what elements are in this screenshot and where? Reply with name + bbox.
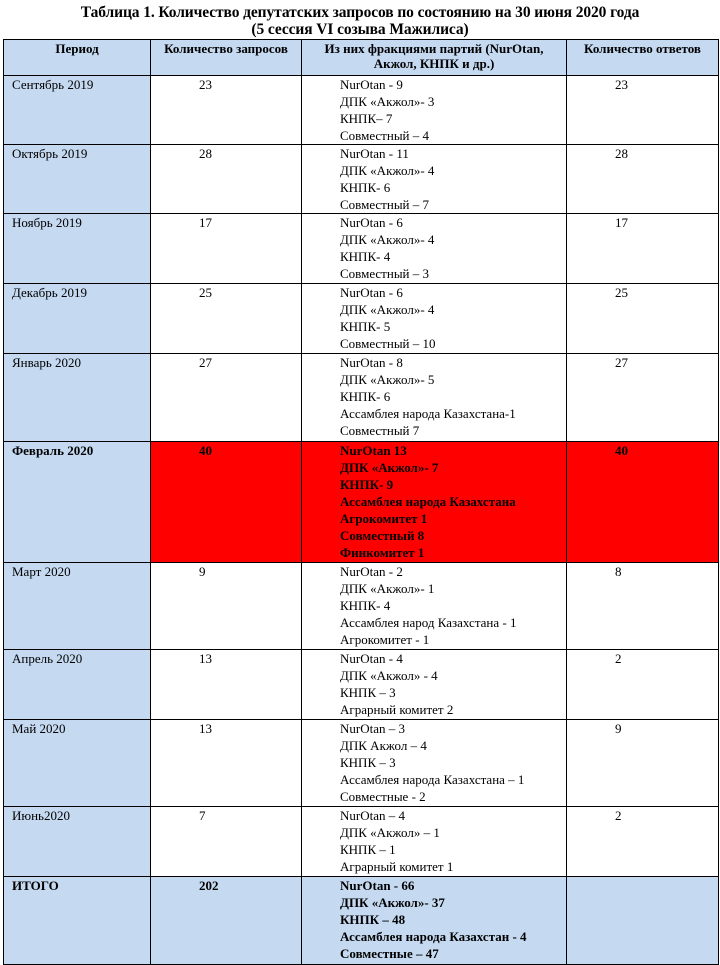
faction-line: NurOtan - 6	[340, 285, 403, 300]
faction-line: Ассамблея народа Казахстана	[340, 494, 516, 509]
faction-line: NurOtan - 2	[340, 564, 403, 579]
faction-line: Совместный 8	[340, 528, 425, 543]
faction-line: Ассамблея народа Казахстана – 1	[340, 772, 525, 787]
answers-cell: 23	[567, 76, 719, 145]
factions-cell	[302, 145, 567, 214]
period-cell: Июнь2020	[4, 807, 151, 877]
faction-line: КНПК – 1	[340, 842, 396, 857]
column-header-period: Период	[4, 40, 151, 76]
factions-cell	[302, 563, 567, 650]
faction-line: Ассамблея народа Казахстан - 4	[340, 929, 527, 944]
faction-line: КНПК- 4	[340, 598, 391, 613]
period-cell: Март 2020	[4, 563, 151, 650]
factions-cell	[302, 442, 567, 563]
answers-cell: 28	[567, 145, 719, 214]
factions-cell	[302, 720, 567, 807]
table-row-total	[4, 877, 719, 965]
table-row	[4, 807, 719, 877]
faction-line: Совместные - 2	[340, 789, 426, 804]
requests-cell: 9	[151, 563, 302, 650]
faction-line: ДПК «Акжол»- 37	[340, 895, 445, 910]
faction-line: ДПК «Акжол» – 1	[340, 825, 440, 840]
column-header-answers: Количество ответов	[567, 40, 719, 76]
requests-table	[3, 39, 719, 965]
faction-line: КНПК– 7	[340, 111, 393, 126]
factions-cell	[302, 76, 567, 145]
answers-cell: 27	[567, 354, 719, 442]
faction-line: NurOtan - 8	[340, 355, 403, 370]
faction-line: Совместные – 47	[340, 946, 439, 961]
faction-line: Ассамблея народ Казахстана - 1	[340, 615, 517, 630]
faction-line: NurOtan – 3	[340, 721, 405, 736]
period-cell: Октябрь 2019	[4, 145, 151, 214]
answers-cell: 40	[567, 442, 719, 563]
answers-cell: 17	[567, 214, 719, 284]
column-header-factions: Из них фракциями партий (NurOtan, Акжол, КНПК и др.)	[302, 40, 567, 76]
faction-line: ДПК «Акжол»- 3	[340, 94, 435, 109]
table-header-row	[4, 40, 719, 76]
answers-cell: 2	[567, 650, 719, 720]
faction-line: ДПК «Акжол»- 4	[340, 302, 435, 317]
faction-line: ДПК «Акжол»- 4	[340, 232, 435, 247]
table-row	[4, 720, 719, 807]
faction-line: ДПК «Акжол»- 1	[340, 581, 435, 596]
faction-line: ДПК «Акжол»- 7	[340, 460, 439, 475]
faction-line: Ассамблея народа Казахстана-1	[340, 406, 516, 421]
faction-line: КНПК – 3	[340, 755, 396, 770]
total-answers-cell	[567, 877, 719, 965]
requests-cell: 27	[151, 354, 302, 442]
faction-line: ДПК «Акжол»- 5	[340, 372, 435, 387]
faction-line: КНПК- 6	[340, 180, 391, 195]
total-requests-cell: 202	[151, 877, 302, 965]
faction-line: NurOtan - 4	[340, 651, 403, 666]
answers-cell: 8	[567, 563, 719, 650]
faction-line: Совместный – 10	[340, 336, 436, 351]
factions-cell	[302, 284, 567, 354]
requests-cell: 13	[151, 720, 302, 807]
factions-cell	[302, 807, 567, 877]
faction-line: КНПК – 48	[340, 912, 406, 927]
faction-line: Совместный – 4	[340, 128, 430, 143]
faction-line: Совместный – 7	[340, 197, 430, 212]
table-title	[0, 4, 720, 38]
period-cell: Декабрь 2019	[4, 284, 151, 354]
faction-line: ДПК Акжол – 4	[340, 738, 427, 753]
period-cell: Апрель 2020	[4, 650, 151, 720]
factions-cell	[302, 354, 567, 442]
faction-line: NurOtan - 11	[340, 146, 409, 161]
requests-cell: 13	[151, 650, 302, 720]
faction-line: Аграрный комитет 1	[340, 859, 454, 874]
period-cell: Сентябрь 2019	[4, 76, 151, 145]
faction-line: Совместный 7	[340, 423, 420, 438]
requests-cell: 28	[151, 145, 302, 214]
faction-line: КНПК- 9	[340, 477, 394, 492]
table-row	[4, 650, 719, 720]
faction-line: КНПК – 3	[340, 685, 396, 700]
faction-line: ДПК «Акжол»- 4	[340, 163, 435, 178]
faction-line: Совместный – 3	[340, 266, 430, 281]
period-cell: Февраль 2020	[4, 442, 151, 563]
requests-cell: 25	[151, 284, 302, 354]
faction-line: КНПК- 5	[340, 319, 391, 334]
column-header-requests: Количество запросов	[151, 40, 302, 76]
faction-line: NurOtan 13	[340, 443, 407, 458]
requests-cell: 7	[151, 807, 302, 877]
total-label-cell: ИТОГО	[4, 877, 151, 965]
requests-cell: 23	[151, 76, 302, 145]
faction-line: КНПК- 4	[340, 249, 391, 264]
factions-cell	[302, 214, 567, 284]
faction-line: Финкомитет 1	[340, 545, 425, 560]
faction-line: NurOtan - 66	[340, 878, 415, 893]
table-row	[4, 563, 719, 650]
requests-cell: 17	[151, 214, 302, 284]
faction-line: Агрокомитет - 1	[340, 632, 430, 647]
faction-line: Аграрный комитет 2	[340, 702, 454, 717]
period-cell: Май 2020	[4, 720, 151, 807]
table-row-highlighted	[4, 442, 719, 563]
table-row	[4, 354, 719, 442]
answers-cell: 25	[567, 284, 719, 354]
answers-cell: 2	[567, 807, 719, 877]
table-row	[4, 284, 719, 354]
table-row	[4, 214, 719, 284]
period-cell: Январь 2020	[4, 354, 151, 442]
faction-line: NurOtan – 4	[340, 808, 405, 823]
table-row	[4, 145, 719, 214]
faction-line: ДПК «Акжол» - 4	[340, 668, 438, 683]
table-title-line-2: (5 сессия VI созыва Мажилиса)	[251, 21, 469, 38]
total-factions-cell	[302, 877, 567, 965]
faction-line: Агрокомитет 1	[340, 511, 428, 526]
faction-line: КНПК- 6	[340, 389, 391, 404]
answers-cell: 9	[567, 720, 719, 807]
faction-line: NurOtan - 9	[340, 77, 403, 92]
factions-cell	[302, 650, 567, 720]
table-row	[4, 76, 719, 145]
period-cell: Ноябрь 2019	[4, 214, 151, 284]
requests-cell: 40	[151, 442, 302, 563]
table-title-line-1: Таблица 1. Количество депутатских запросов по состоянию на 30 июня 2020 года	[80, 4, 640, 21]
faction-line: NurOtan - 6	[340, 215, 403, 230]
